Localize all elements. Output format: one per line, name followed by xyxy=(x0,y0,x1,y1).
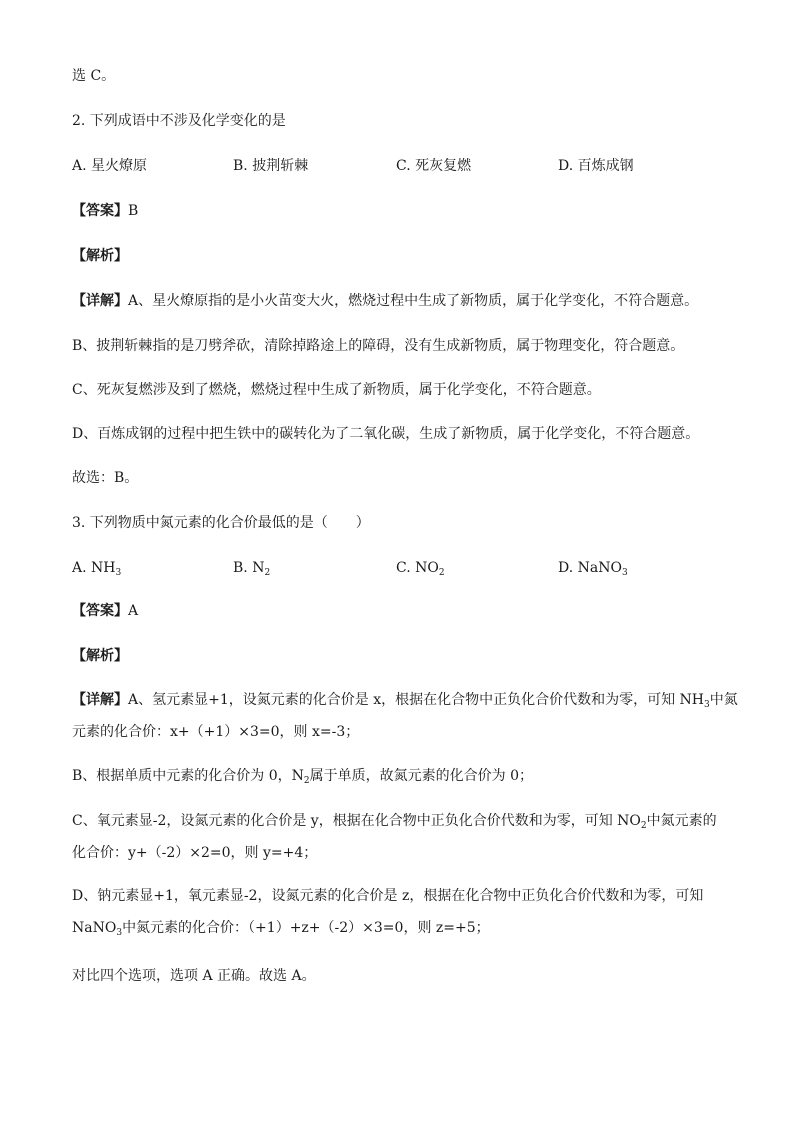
q2-option-b: B. 披荆斩棘 xyxy=(233,158,309,174)
q2-answer xyxy=(72,201,138,221)
q3-option-b: B. $N_2$ xyxy=(233,560,271,578)
q3-conclusion: 对比四个选项，选项 A 正确。故选 A。 xyxy=(72,968,316,984)
q3-detail-c-line2: 化合价：y+（-2）×2=0，则 y=+4； xyxy=(72,845,318,861)
answer-label: 【答案】 xyxy=(72,203,128,219)
q3-detail-a-line2: 元素的化合价：x+（+1）×3=0，则 x=-3； xyxy=(72,724,360,740)
q2-analysis-label: 【解析】 xyxy=(72,248,128,264)
q3-answer xyxy=(72,601,138,621)
q3-detail-b: B、根据单质中元素的化合价为 0，$N_2$属于单质，故氮元素的化合价为 0； xyxy=(72,768,533,786)
answer-value: B xyxy=(128,203,139,219)
q3-option-a: A. $NH_3$ xyxy=(72,560,122,578)
q2-option-d: D. 百炼成钢 xyxy=(558,158,634,174)
q3-detail-c-line1: C、氧元素显-2，设氮元素的化合价是 y，根据在化合物中正负化合价代数和为零，可知 $NO_2$中氮元素的 xyxy=(72,813,717,831)
q2-option-a: A. 星火燎原 xyxy=(72,158,148,174)
detail-label: 【详解】 xyxy=(72,293,128,309)
q3-option-d: D. NaNO$_3$ xyxy=(558,560,628,578)
q2-detail-c: C、死灰复燃涉及到了燃烧，燃烧过程中生成了新物质，属于化学变化，不符合题意。 xyxy=(72,382,601,398)
q3-detail-d-line1: D、钠元素显+1，氧元素显-2，设氮元素的化合价是 z，根据在化合物中正负化合价代数和为零，可知 xyxy=(72,888,704,904)
prev-conclusion: 选 C。 xyxy=(72,68,116,84)
detail-label: 【详解】 xyxy=(72,692,128,708)
answer-label: 【答案】 xyxy=(72,603,128,619)
q2-detail-a: 【详解】A、星火燎原指的是小火苗变大火，燃烧过程中生成了新物质，属于化学变化，不符合题意。 xyxy=(72,293,699,309)
q2-detail-d: D、百炼成钢的过程中把生铁中的碳转化为了二氧化碳，生成了新物质，属于化学变化，不符合题意。 xyxy=(72,426,700,442)
q3-analysis-label: 【解析】 xyxy=(72,648,128,664)
q3-stem: 3. 下列物质中氮元素的化合价最低的是（ ） xyxy=(72,515,370,531)
answer-value: A xyxy=(128,603,139,619)
q2-conclusion: 故选：B。 xyxy=(72,470,139,486)
q3-detail-d-line2: NaNO$_3$中氮元素的化合价：（+1）+z+（-2）×3=0，则 z=+5； xyxy=(72,920,490,938)
q3-option-c: C. $NO_2$ xyxy=(396,560,445,578)
q2-option-c: C. 死灰复燃 xyxy=(396,158,472,174)
q2-stem: 2. 下列成语中不涉及化学变化的是 xyxy=(72,113,286,129)
q3-detail-a-line1: 【详解】A、氢元素显+1，设氮元素的化合价是 x，根据在化合物中正负化合价代数和为零，可知 $NH_3$中氮 xyxy=(72,692,738,710)
q2-detail-b: B、披荆斩棘指的是刀劈斧砍，清除掉路途上的障碍，没有生成新物质，属于物理变化，符合题意。 xyxy=(72,338,685,354)
